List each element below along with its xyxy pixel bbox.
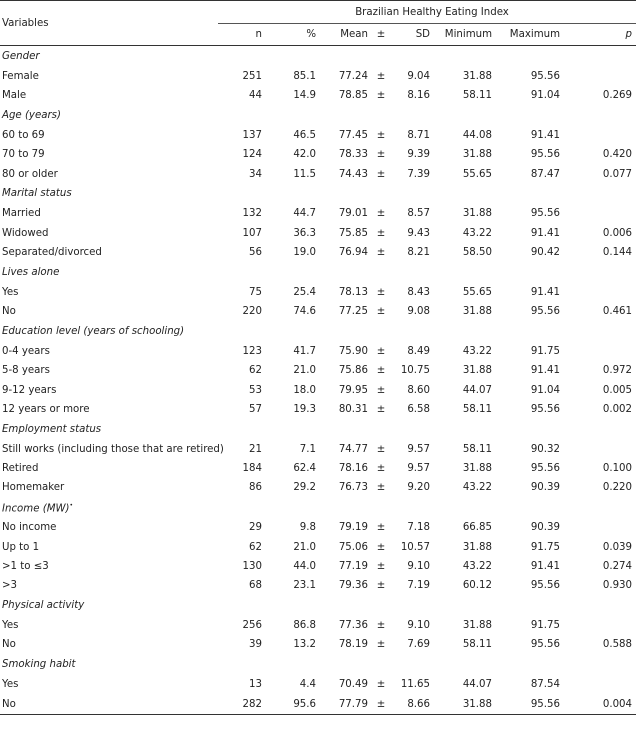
cell-minimum: 58.11 <box>462 403 492 415</box>
cell-n: 251 <box>242 70 262 82</box>
section-title-text: Employment status <box>2 423 102 435</box>
section-header-row <box>0 498 636 519</box>
cell-percent: 74.6 <box>293 306 316 318</box>
cell-minimum: 44.07 <box>462 384 492 396</box>
row-label: No income <box>2 522 57 534</box>
cell-minimum: 43.22 <box>462 346 492 358</box>
cell-p <box>564 342 636 361</box>
cell-maximum: 87.47 <box>530 168 560 180</box>
cell-sd: 8.71 <box>407 129 430 141</box>
row-label: No <box>2 639 16 651</box>
cell-mean: 75.86 <box>338 365 368 377</box>
cell-percent: 25.4 <box>293 286 316 298</box>
section-header-row <box>0 655 636 676</box>
cell-minimum: 55.65 <box>462 286 492 298</box>
cell-plusminus: ± <box>372 694 390 714</box>
cell-maximum: 95.56 <box>530 463 560 475</box>
index-group-header: Brazilian Healthy Eating Index <box>218 1 636 24</box>
table-row <box>0 283 636 302</box>
cell-percent: 95.6 <box>266 694 320 714</box>
table-row <box>0 635 636 654</box>
cell-maximum: 95.56 <box>530 306 560 318</box>
col-header-maximum: Maximum <box>496 24 564 46</box>
cell-p: 0.144 <box>602 247 633 258</box>
cell-p: 0.930 <box>602 580 633 592</box>
cell-plusminus: ± <box>376 482 386 494</box>
cell-plusminus: ± <box>376 129 386 141</box>
row-label: >1 to ≤3 <box>2 560 49 572</box>
row-label: No <box>2 306 16 318</box>
cell-plusminus: ± <box>376 403 386 415</box>
cell-p: 0.039 <box>602 541 633 553</box>
cell-maximum: 91.41 <box>530 227 560 239</box>
cell-plusminus: ± <box>376 286 386 298</box>
cell-percent: 21.0 <box>293 541 316 553</box>
section-header-row <box>0 419 636 440</box>
cell-n: 86 <box>249 482 262 494</box>
cell-minimum: 43.22 <box>462 482 492 494</box>
cell-maximum: 87.54 <box>530 679 560 691</box>
cell-plusminus: ± <box>376 384 386 396</box>
cell-percent: 85.1 <box>293 70 316 82</box>
table-row <box>0 400 636 419</box>
table-row <box>0 86 636 105</box>
cell-percent: 21.0 <box>293 365 316 377</box>
cell-plusminus: ± <box>376 149 386 161</box>
cell-maximum: 95.56 <box>530 580 560 592</box>
cell-minimum: 44.07 <box>462 679 492 691</box>
section-title-text: Physical activity <box>2 600 85 612</box>
cell-p: 0.006 <box>602 227 633 239</box>
cell-plusminus: ± <box>376 463 386 475</box>
cell-plusminus: ± <box>376 208 386 220</box>
section-title-text: Lives alone <box>2 266 60 278</box>
cell-minimum: 60.12 <box>462 580 492 592</box>
row-label: Yes <box>2 286 19 298</box>
cell-plusminus: ± <box>376 247 386 258</box>
row-label: Yes <box>2 679 19 691</box>
cell-percent: 18.0 <box>293 384 316 396</box>
col-header-percent: % <box>266 24 320 46</box>
cell-sd: 11.65 <box>400 679 430 691</box>
section-header-row <box>0 595 636 616</box>
cell-percent: 19.0 <box>293 247 316 258</box>
cell-n: 220 <box>242 306 262 318</box>
cell-sd: 9.20 <box>407 482 430 494</box>
row-label: No <box>0 694 218 714</box>
cell-p <box>564 204 636 223</box>
cell-percent: 13.2 <box>293 639 316 651</box>
section-title <box>0 321 636 342</box>
cell-mean: 77.25 <box>338 306 368 318</box>
row-label: 12 years or more <box>2 403 90 415</box>
cell-plusminus: ± <box>376 346 386 358</box>
cell-minimum: 31.88 <box>462 365 492 377</box>
cell-plusminus: ± <box>376 620 386 632</box>
cell-sd: 8.16 <box>407 90 430 102</box>
cell-minimum: 31.88 <box>462 306 492 318</box>
cell-minimum: 43.22 <box>462 560 492 572</box>
table-row <box>0 459 636 478</box>
cell-plusminus: ± <box>376 365 386 377</box>
cell-percent: 19.3 <box>293 403 316 415</box>
cell-sd: 7.69 <box>407 639 430 651</box>
cell-mean: 78.33 <box>338 149 368 161</box>
cell-sd: 9.57 <box>407 463 430 475</box>
cell-n: 57 <box>249 403 262 415</box>
cell-n: 13 <box>249 679 262 691</box>
cell-minimum: 66.85 <box>462 522 492 534</box>
cell-plusminus: ± <box>376 522 386 534</box>
section-title <box>0 262 636 283</box>
row-label: Still works (including those that are retired) <box>2 443 224 455</box>
table-row <box>0 440 636 459</box>
col-header-n: n <box>218 24 266 46</box>
cell-p: 0.274 <box>602 560 633 572</box>
cell-n: 56 <box>249 247 262 258</box>
cell-percent: 14.9 <box>293 90 316 102</box>
cell-percent: 23.1 <box>293 580 316 592</box>
section-title-text: Education level (years of schooling) <box>2 326 185 338</box>
row-label: Female <box>2 70 39 82</box>
row-label: 70 to 79 <box>2 149 45 161</box>
cell-maximum: 95.56 <box>530 149 560 161</box>
cell-n: 282 <box>218 694 266 714</box>
cell-minimum: 31.88 <box>462 208 492 220</box>
cell-percent: 86.8 <box>293 620 316 632</box>
cell-minimum: 58.11 <box>462 90 492 102</box>
cell-n: 130 <box>242 560 262 572</box>
cell-minimum: 31.88 <box>462 463 492 475</box>
cell-percent: 42.0 <box>293 149 316 161</box>
cell-mean: 77.36 <box>338 620 368 632</box>
row-label: Retired <box>2 463 39 475</box>
cell-minimum: 31.88 <box>462 149 492 161</box>
cell-minimum: 44.08 <box>462 129 492 141</box>
cell-sd: 9.04 <box>407 70 430 82</box>
cell-mean: 78.13 <box>338 286 368 298</box>
row-label: >3 <box>2 580 18 592</box>
cell-n: 184 <box>242 463 262 475</box>
cell-n: 68 <box>249 580 262 592</box>
cell-mean: 70.49 <box>338 679 368 691</box>
cell-mean: 78.85 <box>338 90 368 102</box>
cell-sd: 9.39 <box>407 149 430 161</box>
table-row <box>0 224 636 243</box>
cell-maximum: 95.56 <box>530 403 560 415</box>
cell-minimum: 31.88 <box>434 694 496 714</box>
table-row <box>0 381 636 400</box>
cell-n: 256 <box>242 620 262 632</box>
cell-n: 29 <box>249 522 262 534</box>
row-label: 0-4 years <box>2 346 50 358</box>
cell-sd: 10.75 <box>400 365 430 377</box>
cell-mean: 74.43 <box>338 168 368 180</box>
cell-plusminus: ± <box>376 560 386 572</box>
cell-sd: 7.19 <box>407 580 430 592</box>
cell-n: 132 <box>242 208 262 220</box>
cell-percent: 7.1 <box>299 443 316 455</box>
table-row <box>0 694 636 714</box>
cell-p: 0.588 <box>602 639 633 651</box>
cell-sd: 9.43 <box>407 227 430 239</box>
cell-mean: 75.06 <box>338 541 368 553</box>
cell-maximum: 95.56 <box>530 208 560 220</box>
cell-mean: 79.01 <box>338 208 368 220</box>
cell-percent: 62.4 <box>293 463 316 475</box>
cell-minimum: 31.88 <box>462 541 492 553</box>
cell-n: 75 <box>249 286 262 298</box>
row-label: Widowed <box>2 227 49 239</box>
cell-percent: 41.7 <box>293 346 316 358</box>
cell-p: 0.220 <box>602 482 633 494</box>
table-row <box>0 478 636 497</box>
footnote-marker: • <box>69 501 74 509</box>
table-row <box>0 616 636 635</box>
cell-n: 44 <box>249 90 262 102</box>
cell-maximum: 90.42 <box>530 247 560 258</box>
table-row <box>0 164 636 183</box>
cell-sd: 10.57 <box>400 541 430 553</box>
section-header-row <box>0 321 636 342</box>
section-header-row <box>0 262 636 283</box>
section-title <box>0 46 636 67</box>
table-row <box>0 557 636 576</box>
cell-sd: 8.57 <box>407 208 430 220</box>
section-title-text: Income (MW) <box>2 503 70 515</box>
cell-n: 21 <box>249 443 262 455</box>
cell-minimum: 31.88 <box>462 620 492 632</box>
section-title-text: Smoking habit <box>2 659 76 671</box>
section-header-row <box>0 105 636 126</box>
cell-sd: 9.08 <box>407 306 430 318</box>
cell-p: 0.005 <box>602 384 633 396</box>
table-row <box>0 67 636 86</box>
cell-n: 124 <box>242 149 262 161</box>
row-label: Male <box>2 90 27 102</box>
cell-sd: 9.57 <box>407 443 430 455</box>
cell-plusminus: ± <box>376 306 386 318</box>
cell-plusminus: ± <box>376 443 386 455</box>
cell-sd: 8.43 <box>407 286 430 298</box>
col-header-sd: SD <box>390 24 434 46</box>
cell-n: 107 <box>242 227 262 239</box>
cell-n: 53 <box>249 384 262 396</box>
table-body <box>0 46 636 715</box>
cell-mean: 80.31 <box>338 403 368 415</box>
cell-percent: 46.5 <box>293 129 316 141</box>
section-title-text: Age (years) <box>2 109 61 121</box>
row-label: 80 or older <box>2 168 58 180</box>
row-label: 9-12 years <box>2 384 57 396</box>
row-label: Yes <box>2 620 19 632</box>
cell-n: 123 <box>242 346 262 358</box>
cell-sd: 9.10 <box>407 620 430 632</box>
cell-maximum: 91.75 <box>530 541 560 553</box>
row-label: 60 to 69 <box>2 129 45 141</box>
cell-percent: 44.7 <box>293 208 316 220</box>
cell-maximum: 91.41 <box>530 560 560 572</box>
cell-p: 0.269 <box>602 90 633 102</box>
cell-maximum: 91.41 <box>530 365 560 377</box>
cell-maximum: 91.41 <box>530 286 560 298</box>
section-title-text: Marital status <box>2 188 72 200</box>
cell-p <box>564 126 636 145</box>
cell-mean: 77.24 <box>338 70 368 82</box>
cell-sd: 8.21 <box>407 247 430 258</box>
cell-mean: 76.94 <box>338 247 368 258</box>
section-title <box>0 498 636 519</box>
cell-n: 39 <box>249 639 262 651</box>
cell-minimum: 31.88 <box>462 70 492 82</box>
cell-maximum: 91.04 <box>530 384 560 396</box>
cell-percent: 36.3 <box>293 227 316 239</box>
section-header-row <box>0 184 636 205</box>
row-label: 5-8 years <box>2 365 50 377</box>
cell-mean: 75.85 <box>338 227 368 239</box>
cell-maximum: 95.56 <box>530 70 560 82</box>
cell-minimum: 58.11 <box>462 443 492 455</box>
table-row <box>0 576 636 595</box>
cell-percent: 44.0 <box>293 560 316 572</box>
cell-n: 62 <box>249 541 262 553</box>
col-header-plusminus: ± <box>372 24 390 46</box>
cell-mean: 74.77 <box>338 443 368 455</box>
row-label: Up to 1 <box>2 541 40 553</box>
cell-percent: 4.4 <box>299 679 316 691</box>
row-label: Married <box>2 208 41 220</box>
section-title <box>0 105 636 126</box>
cell-p <box>564 675 636 694</box>
cell-p: 0.420 <box>602 149 633 161</box>
row-label: Separated/divorced <box>2 247 102 258</box>
cell-plusminus: ± <box>376 541 386 553</box>
cell-p: 0.461 <box>602 306 633 318</box>
row-label: Homemaker <box>2 482 65 494</box>
cell-maximum: 91.75 <box>530 346 560 358</box>
cell-sd: 8.66 <box>390 694 434 714</box>
cell-p: 0.972 <box>602 365 633 377</box>
cell-mean: 79.36 <box>338 580 368 592</box>
col-header-mean: Mean <box>320 24 372 46</box>
cell-mean: 77.79 <box>320 694 372 714</box>
table-row <box>0 518 636 537</box>
cell-minimum: 58.50 <box>462 247 492 258</box>
cell-n: 62 <box>249 365 262 377</box>
cell-p <box>564 518 636 537</box>
table-row <box>0 243 636 262</box>
cell-sd: 8.60 <box>407 384 430 396</box>
cell-mean: 77.19 <box>338 560 368 572</box>
cell-maximum: 95.56 <box>496 694 564 714</box>
cell-mean: 77.45 <box>338 129 368 141</box>
cell-n: 137 <box>242 129 262 141</box>
cell-p: 0.077 <box>602 168 633 180</box>
table-row <box>0 126 636 145</box>
table-row <box>0 675 636 694</box>
cell-mean: 79.19 <box>338 522 368 534</box>
cell-mean: 75.90 <box>338 346 368 358</box>
cell-n: 34 <box>249 168 262 180</box>
section-header-row <box>0 46 636 67</box>
section-title <box>0 595 636 616</box>
cell-percent: 29.2 <box>293 482 316 494</box>
table-row <box>0 361 636 380</box>
cell-sd: 8.49 <box>407 346 430 358</box>
cell-maximum: 95.56 <box>530 639 560 651</box>
section-title <box>0 184 636 205</box>
section-title-text: Gender <box>2 50 40 62</box>
cell-plusminus: ± <box>376 227 386 239</box>
cell-percent: 9.8 <box>299 522 316 534</box>
cell-plusminus: ± <box>376 168 386 180</box>
cell-sd: 9.10 <box>407 560 430 572</box>
cell-p: 0.002 <box>602 403 633 415</box>
cell-p <box>564 440 636 459</box>
col-header-minimum: Minimum <box>434 24 496 46</box>
cell-sd: 7.18 <box>407 522 430 534</box>
cell-sd: 6.58 <box>407 403 430 415</box>
table-row <box>0 342 636 361</box>
cell-maximum: 91.41 <box>530 129 560 141</box>
table-row <box>0 145 636 164</box>
cell-minimum: 55.65 <box>462 168 492 180</box>
section-title <box>0 655 636 676</box>
cell-plusminus: ± <box>376 90 386 102</box>
table-row <box>0 204 636 223</box>
cell-mean: 79.95 <box>338 384 368 396</box>
cell-maximum: 91.75 <box>530 620 560 632</box>
cell-mean: 78.19 <box>338 639 368 651</box>
cell-maximum: 91.04 <box>530 90 560 102</box>
cell-p <box>564 67 636 86</box>
cell-maximum: 90.39 <box>530 522 560 534</box>
cell-mean: 76.73 <box>338 482 368 494</box>
cell-plusminus: ± <box>376 70 386 82</box>
cell-sd: 7.39 <box>407 168 430 180</box>
cell-p: 0.004 <box>564 694 636 714</box>
table-row <box>0 538 636 557</box>
cell-plusminus: ± <box>376 639 386 651</box>
cell-percent: 11.5 <box>293 168 316 180</box>
cell-minimum: 58.11 <box>462 639 492 651</box>
table-row <box>0 302 636 321</box>
section-title <box>0 419 636 440</box>
cell-minimum: 43.22 <box>462 227 492 239</box>
variables-header: Variables <box>0 1 218 46</box>
cell-mean: 78.16 <box>338 463 368 475</box>
col-header-p: p <box>564 24 636 46</box>
cell-plusminus: ± <box>376 679 386 691</box>
cell-p <box>564 283 636 302</box>
cell-p <box>564 616 636 635</box>
cell-plusminus: ± <box>376 580 386 592</box>
cell-p: 0.100 <box>602 463 633 475</box>
cell-maximum: 90.32 <box>530 443 560 455</box>
cell-maximum: 90.39 <box>530 482 560 494</box>
